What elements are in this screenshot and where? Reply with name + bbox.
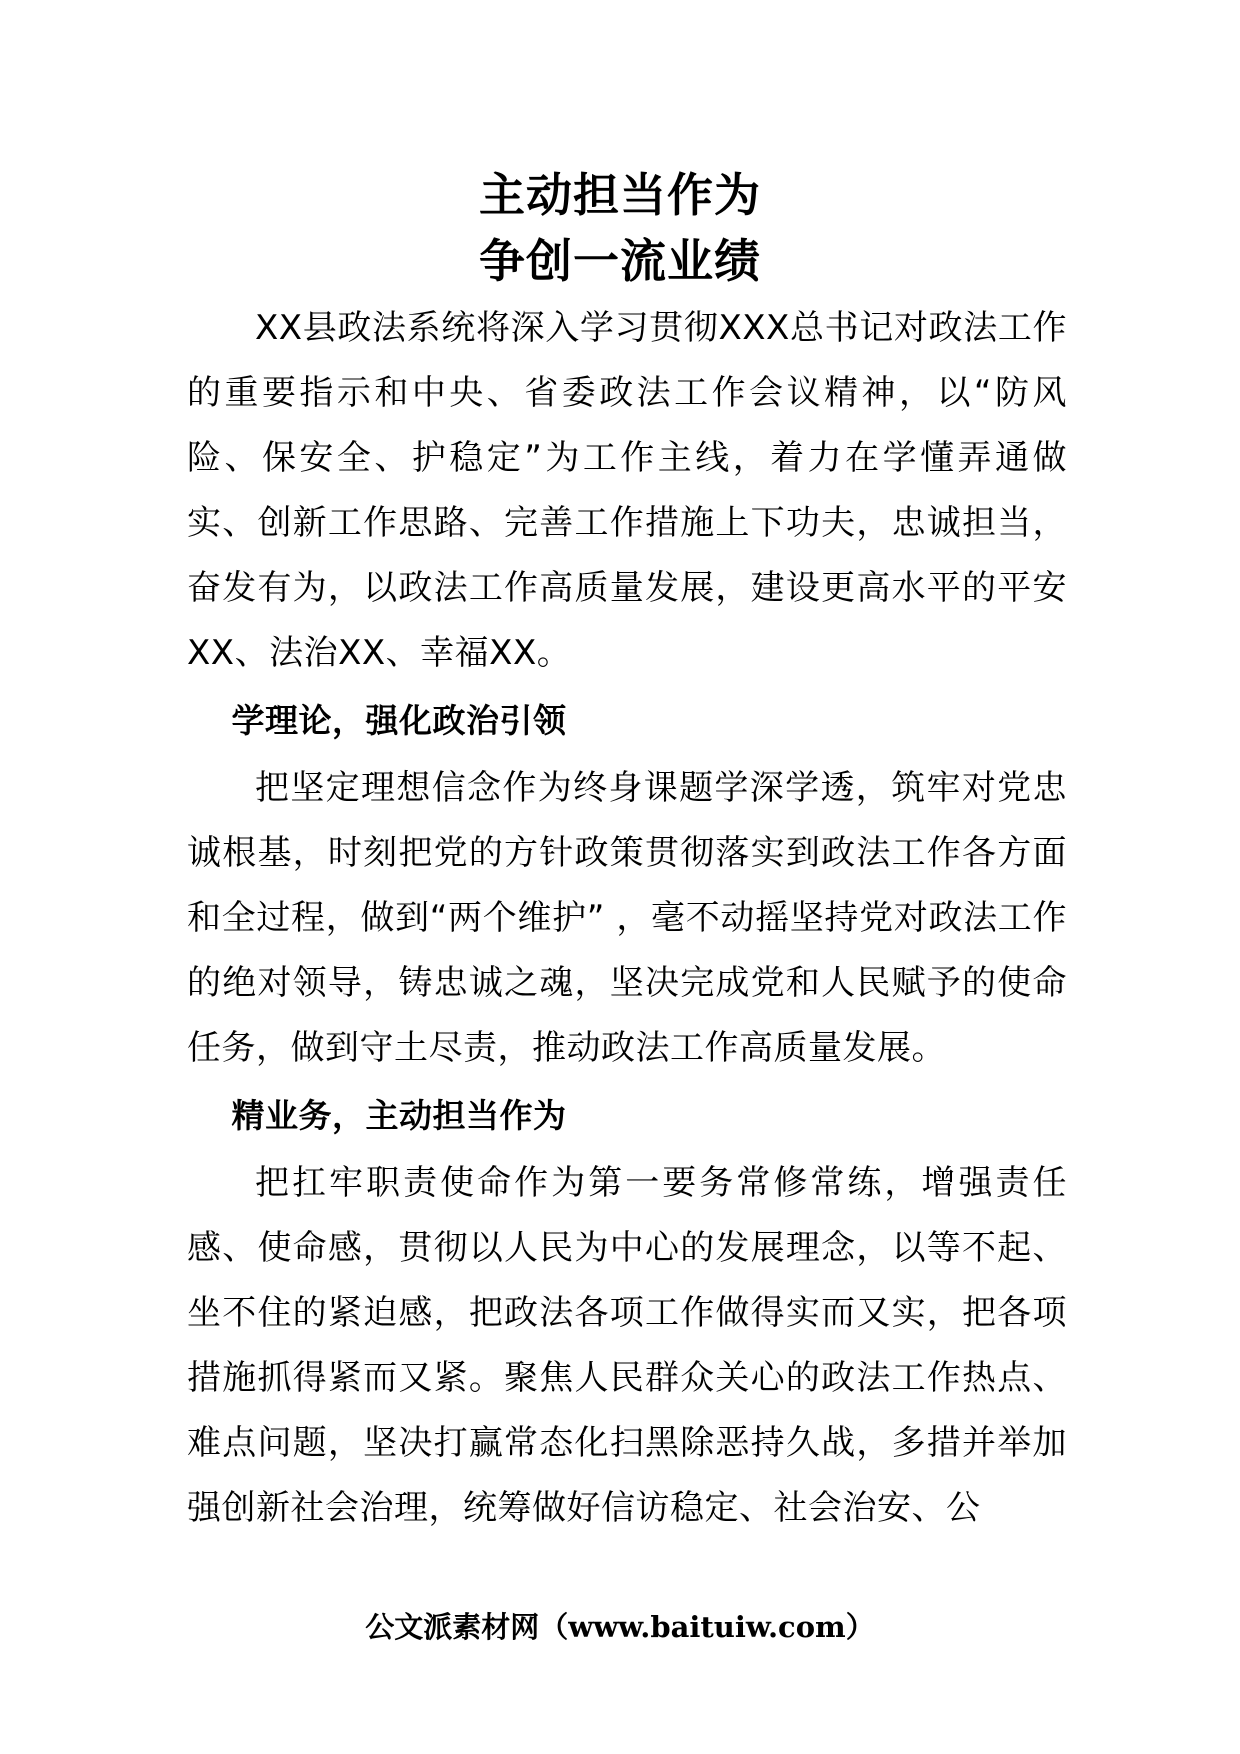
- section-paragraph-2: 把扛牢职责使命作为第一要务常修常练，增强责任感、使命感，贯彻以人民为中心的发展理念，以等不起、坐不住的紧迫感，把政法各项工作做得实而又实，把各项措施抓得紧而又紧。聚焦人民群众关心的政法工作热点、难点问题，坚决打赢常态化扫黑除恶持久战，多措并举加强创新社会治理，统筹做好信访稳定、社会治安、公: [187, 1163, 1067, 1528]
- footer-watermark: 公文派素材网（www.baituiw.com）: [365, 1610, 875, 1644]
- document-title: [0, 162, 1240, 294]
- section-paragraph-1: 把坚定理想信念作为终身课题学深学透，筑牢对党忠诚根基，时刻把党的方针政策贯彻落实到政法工作各方面和全过程，做到“两个维护” ，毫不动摇坚持党对政法工作的绝对领导，铸忠诚之魂，坚决完成党和人民赋予的使命任务，做到守土尽责，推动政法工作高质量发展。: [187, 768, 1067, 1068]
- section-heading-1: 学理论，强化政治引领: [231, 701, 567, 740]
- document-body: [187, 296, 1067, 1541]
- intro-paragraph: XX县政法系统将深入学习贯彻XXX总书记对政法工作的重要指示和中央、省委政法工作会议精神，以“防风险、保安全、护稳定”为工作主线，着力在学懂弄通做实、创新工作思路、完善工作措施上下功夫，忠诚担当，奋发有为，以政法工作高质量发展，建设更高水平的平安XX、法治XX、幸福XX。: [187, 308, 1067, 673]
- title-line-2: 争创一流业绩: [479, 234, 761, 288]
- section-heading-2: 精业务，主动担当作为: [231, 1096, 567, 1135]
- title-line-1: 主动担当作为: [479, 168, 761, 222]
